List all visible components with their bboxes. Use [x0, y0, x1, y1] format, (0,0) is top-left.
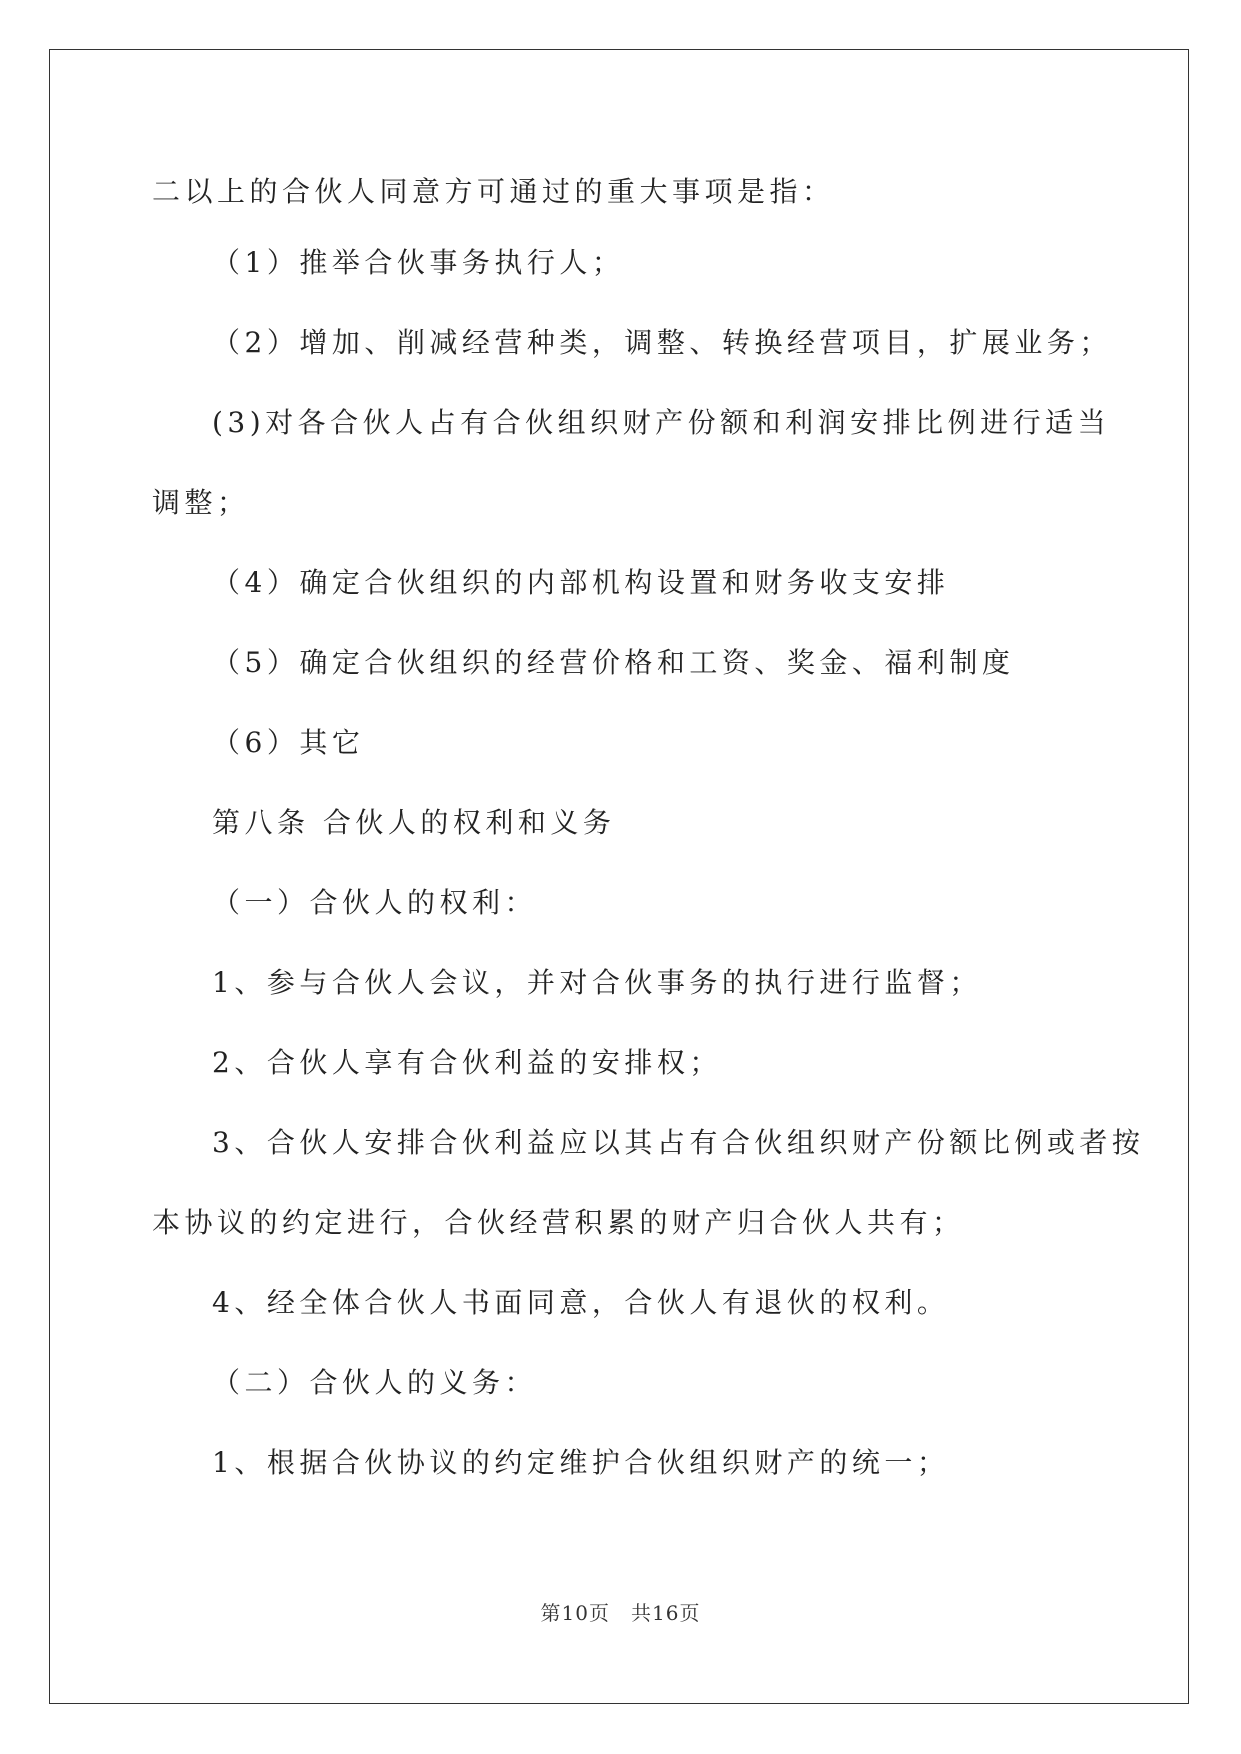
- list-item: 4、经全体合伙人书面同意，合伙人有退伙的权利。: [212, 1286, 950, 1319]
- list-item: 1、参与合伙人会议，并对合伙事务的执行进行监督；: [212, 966, 982, 999]
- list-item: (3)对各合伙人占有合伙组织财产份额和利润安排比例进行适当: [212, 406, 1111, 439]
- paragraph-line: 调整；: [152, 486, 250, 519]
- list-item: （2）增加、削减经营种类，调整、转换经营项目，扩展业务；: [212, 326, 1112, 359]
- list-item: 2、合伙人享有合伙利益的安排权；: [212, 1046, 722, 1079]
- paragraph-line: 本协议的约定进行，合伙经营积累的财产归合伙人共有；: [152, 1206, 965, 1239]
- section-heading: 第八条 合伙人的权利和义务: [212, 806, 616, 839]
- list-item: 1、根据合伙协议的约定维护合伙组织财产的统一；: [212, 1446, 950, 1479]
- paragraph-line: 二以上的合伙人同意方可通过的重大事项是指：: [152, 175, 835, 208]
- list-item: 3、合伙人安排合伙利益应以其占有合伙组织财产份额比例或者按: [212, 1126, 1145, 1159]
- subsection-heading: （一）合伙人的权利：: [212, 886, 538, 919]
- page-footer: 第10页 共16页: [540, 1601, 701, 1625]
- list-item: （6）其它: [212, 726, 365, 759]
- list-item: （5）确定合伙组织的经营价格和工资、奖金、福利制度: [212, 646, 1015, 679]
- list-item: （1）推举合伙事务执行人；: [212, 246, 625, 279]
- subsection-heading: （二）合伙人的义务：: [212, 1366, 538, 1399]
- list-item: （4）确定合伙组织的内部机构设置和财务收支安排: [212, 566, 950, 599]
